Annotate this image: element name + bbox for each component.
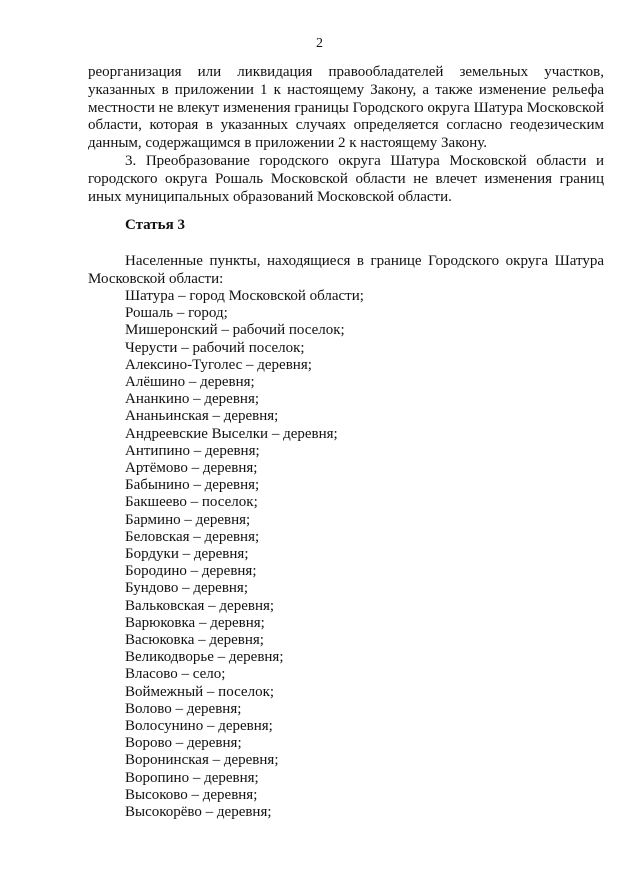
settlement-item: Высокорёво – деревня; — [125, 804, 272, 821]
settlements-intro-paragraph: Населенные пункты, находящиеся в границе Городского округа Шатура Московской области: — [88, 253, 604, 287]
settlement-item: Бордуки – деревня; — [125, 546, 249, 563]
settlement-item: Ворово – деревня; — [125, 735, 242, 752]
settlement-item: Васюковка – деревня; — [125, 632, 264, 649]
settlement-item: Ананьинская – деревня; — [125, 408, 279, 425]
article-3-title: Статья 3 — [125, 217, 185, 233]
settlement-item: Вальковская – деревня; — [125, 597, 275, 614]
settlement-item: Бармино – деревня; — [125, 511, 251, 528]
settlement-item: Волосунино – деревня; — [125, 718, 273, 735]
settlement-item: Власово – село; — [125, 666, 226, 683]
settlement-item: Черусти – рабочий поселок; — [125, 339, 305, 356]
settlement-item: Антипино – деревня; — [125, 442, 260, 459]
settlement-item: Воронинская – деревня; — [125, 752, 279, 769]
settlement-item: Воймежный – поселок; — [125, 683, 275, 700]
settlement-item: Бундово – деревня; — [125, 580, 249, 597]
settlement-item: Варюковка – деревня; — [125, 614, 265, 631]
settlement-item: Бакшеево – поселок; — [125, 494, 258, 511]
settlement-item: Волово – деревня; — [125, 700, 242, 717]
settlement-list — [125, 288, 364, 821]
settlement-item: Шатура – город Московской области; — [125, 288, 364, 304]
settlement-item: Беловская – деревня; — [125, 528, 260, 545]
settlement-item: Ананкино – деревня; — [125, 391, 260, 408]
settlement-item: Великодворье – деревня; — [125, 649, 284, 666]
intro-item-3-paragraph: 3. Преобразование городского округа Шатура Московской области и городского округа Рошаль Московской области не влечет изменения границ иных муниципальных образований Московской области. — [88, 152, 604, 205]
settlement-item: Артёмово – деревня; — [125, 460, 258, 477]
settlement-item: Андреевские Выселки – деревня; — [125, 425, 338, 442]
settlement-item: Высоково – деревня; — [125, 786, 258, 803]
settlement-item: Алексино-Туголес – деревня; — [125, 356, 312, 373]
settlement-item: Бабынино – деревня; — [125, 477, 260, 494]
settlement-item: Рошаль – город; — [125, 305, 228, 322]
page-number: 2 — [316, 36, 323, 51]
settlement-item: Алёшино – деревня; — [125, 374, 255, 391]
settlement-item: Воропино – деревня; — [125, 769, 259, 786]
settlement-item: Мишеронский – рабочий поселок; — [125, 322, 345, 339]
intro-continuation-paragraph: реорганизация или ликвидация правообладателей земельных участков, указанных в приложении 1 к настоящему Закону, а также изменение рельефа местности не влекут изменения границы Городского округа Шатура Московской области, которая в указанных случаях определяется согласно геодезическим данным, содержащимся в приложении 2 к настоящему Закону. — [88, 64, 604, 152]
settlement-item: Бородино – деревня; — [125, 563, 257, 580]
intro-section — [88, 64, 604, 206]
